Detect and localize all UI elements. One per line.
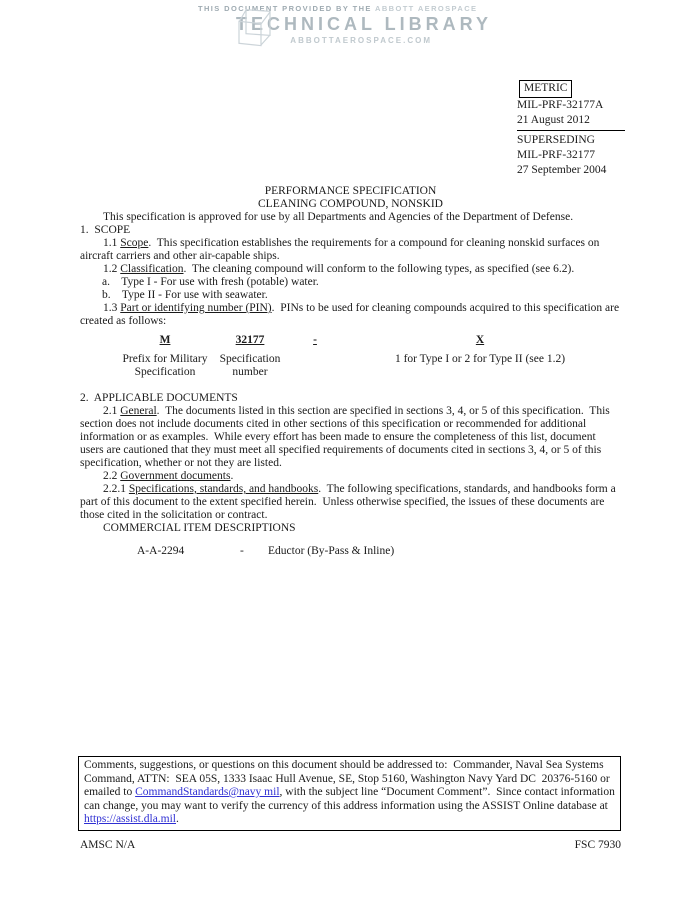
list-marker-b: b. — [102, 289, 111, 301]
para-2-1-text: . The documents listed in this section are specified in sections 3, 4, or 5 of this specification. This section does not include documents cited in other sections of this specification or recommended for additional information or as examples. While every effort has been made to ensure the completeness of this list, document users are cautioned that they must meet all specified requirements of documents cited in sections 3, 4, or 5 of this specification, whether or not they are listed. — [80, 405, 613, 469]
list-text-b: Type II - For use with seawater. — [110, 289, 268, 301]
abbott-cube-logo-icon — [236, 7, 278, 56]
comments-text-3: . — [176, 813, 179, 825]
para-1-1-text: . This specification establishes the requirements for a compound for cleaning nonskid surfaces on aircraft carriers and other air-capable ships. — [80, 237, 603, 262]
para-2-2-label: Government documents — [120, 470, 231, 482]
list-marker-a: a. — [102, 276, 110, 288]
header-website: ABBOTTAEROSPACE.COM — [290, 36, 432, 45]
pin-header-specnum: 32177 — [235, 334, 265, 346]
para-2-2-1 — [80, 483, 621, 522]
page-footer — [80, 839, 621, 851]
amsc-number: AMSC N/A — [80, 839, 136, 851]
para-2-2-text: . — [230, 470, 234, 482]
para-1-2-num: 1.2 — [103, 263, 121, 275]
section-2-heading: 2. APPLICABLE DOCUMENTS — [80, 392, 238, 404]
para-2-2-1-label: Specifications, standards, and handbooks — [128, 483, 319, 495]
para-2-1-label: General — [120, 405, 157, 417]
para-2-2-1-text: . The following specifications, standards, and handbooks form a part of this document to the extent specified herein. Unless otherwise specified, the issues of these documents are those cited in the solicitation or contract. — [80, 483, 619, 521]
para-1-2-label: Classification — [120, 263, 184, 275]
approval-statement: This specification is approved for use by all Departments and Agencies of the Department of Defense. — [103, 211, 574, 223]
comments-text-2: , with the subject line “Document Comment”. Since contact information can change, you may want to verify the currency of this address information using the ASSIST Online database at — [84, 786, 618, 812]
para-1-2-text: . The cleaning compound will conform to the following types, as specified (see 6.2). — [183, 263, 575, 275]
email-link[interactable]: CommandStandards@navy mil — [135, 786, 280, 798]
spec-number: MIL-PRF-32177A — [517, 99, 604, 111]
type-list-item-b — [80, 289, 621, 302]
doc-id-current — [517, 80, 625, 131]
header-provided-prefix: THIS DOCUMENT PROVIDED BY THE — [198, 4, 376, 13]
cid-heading: COMMERCIAL ITEM DESCRIPTIONS — [103, 522, 296, 534]
header-library-title: TECHNICAL LIBRARY — [236, 14, 492, 34]
pin-header-dash: - — [313, 334, 317, 346]
doc-title-line1: PERFORMANCE SPECIFICATION — [264, 185, 437, 197]
cid-document-title: Eductor (By-Pass & Inline) — [268, 545, 395, 557]
superseding-label: SUPERSEDING — [517, 134, 595, 146]
metric-badge: METRIC — [519, 80, 572, 98]
para-1-1 — [80, 237, 621, 263]
pin-header-prefix: M — [159, 334, 171, 346]
superseded-spec-date: 27 September 2004 — [517, 164, 607, 176]
comments-box — [78, 756, 621, 831]
doc-title-line2: CLEANING COMPOUND, NONSKID — [258, 198, 443, 210]
document-body — [80, 185, 621, 558]
type-list-item-a — [80, 276, 621, 289]
para-1-2 — [80, 263, 621, 276]
para-2-1 — [80, 405, 621, 470]
pin-diagram — [80, 334, 621, 392]
pin-desc-prefix: Prefix for Military Specification — [122, 353, 208, 378]
para-1-1-num: 1.1 — [103, 237, 121, 249]
para-1-3-num: 1.3 — [103, 302, 121, 314]
section-1-heading: 1. SCOPE — [80, 224, 131, 236]
para-1-3 — [80, 302, 621, 328]
doc-id-superseding — [517, 131, 625, 178]
fsc-number: FSC 7930 — [574, 839, 621, 851]
spec-date: 21 August 2012 — [517, 114, 590, 126]
list-text-a: Type I - For use with fresh (potable) water. — [109, 276, 319, 288]
para-1-1-label: Scope — [120, 237, 149, 249]
cid-document-number: A-A-2294 — [137, 545, 185, 557]
para-1-3-label: Part or identifying number (PIN) — [120, 302, 272, 314]
superseded-spec-number: MIL-PRF-32177 — [517, 149, 595, 161]
pin-header-type: X — [475, 334, 485, 346]
para-2-1-num: 2.1 — [103, 405, 121, 417]
header-provided-brand: ABBOTT AEROSPACE — [375, 4, 478, 13]
cid-row — [80, 545, 621, 558]
comments-text-1: Comments, suggestions, or questions on this document should be addressed to: Commander, Naval Sea Systems Command, ATTN: SEA 05S, 1333 Isaac Hull Avenue, SE, Stop 5160, Washington Navy Yard DC 20376-5160 or emailed to — [84, 759, 613, 798]
pin-desc-type: 1 for Type I or 2 for Type II (see 1.2) — [394, 353, 566, 365]
para-2-2 — [80, 470, 621, 483]
cid-dash: - — [240, 545, 244, 557]
assist-database-link[interactable]: https://assist.dla.mil — [84, 813, 177, 825]
para-2-2-num: 2.2 — [103, 470, 121, 482]
para-1-3-text: . PINs to be used for cleaning compounds acquired to this specification are created as follows: — [80, 302, 622, 327]
doc-id-block — [517, 80, 625, 178]
pin-desc-specnum: Specification number — [219, 353, 281, 378]
para-2-2-1-num: 2.2.1 — [103, 483, 129, 495]
